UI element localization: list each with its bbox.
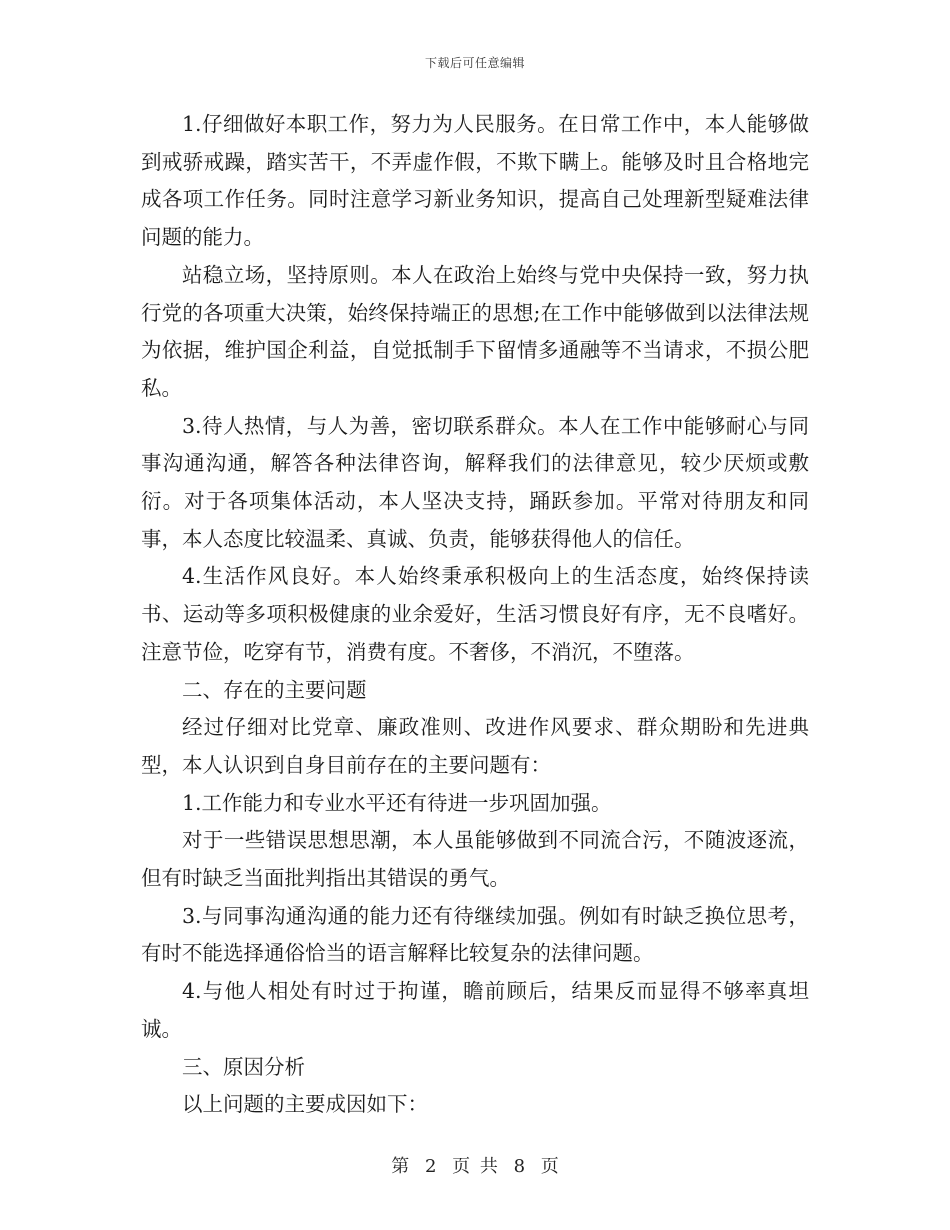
paragraph-lifestyle: 4.生活作风良好。本人始终秉承积极向上的生活态度，始终保持读书、运动等多项积极健康的业余爱好，生活习惯良好有序，无不良嗜好。注意节俭，吃穿有节，消费有度。不奢侈，不消沉，不堕落。 [141, 564, 809, 664]
paragraph-problem-communication: 3.与同事沟通沟通的能力还有待继续加强。例如有时缺乏换位思考，有时不能选择通俗恰当的语言解释比较复杂的法律问题。 [141, 903, 809, 966]
paragraph-causes-intro: 以上问题的主要成因如下： [182, 1092, 428, 1117]
section-heading-problems: 二、存在的主要问题 [182, 677, 367, 702]
footer-prefix: 第 [391, 1156, 410, 1177]
paragraph-stance: 站稳立场，坚持原则。本人在政治上始终与党中央保持一致，努力执行党的各项重大决策，始终保持端正的思想;在工作中能够做到以法律法规为依据，维护国企利益，自觉抵制手下留情多通融等不当请求，不损公肥私。 [141, 262, 809, 400]
paragraph-problem-courage: 对于一些错误思想思潮，本人虽能够做到不同流合污，不随波逐流，但有时缺乏当面批判指出其错误的勇气。 [141, 828, 809, 891]
paragraph-problem-ability: 1.工作能力和专业水平还有待进一步巩固加强。 [182, 790, 612, 815]
footer-suffix: 页 [540, 1156, 559, 1177]
footer-middle: 页 共 [452, 1156, 498, 1177]
page-header: 下载后可任意编辑 [424, 56, 525, 70]
paragraph-relations: 3.待人热情，与人为善，密切联系群众。本人在工作中能够耐心与同事沟通沟通，解答各种法律咨询，解释我们的法律意见，较少厌烦或敷衍。对于各项集体活动，本人坚决支持，踊跃参加。平常对待朋友和同事，本人态度比较温柔、真诚、负责，能够获得他人的信任。 [141, 413, 809, 551]
paragraph-problems-intro: 经过仔细对比党章、廉政准则、改进作风要求、群众期盼和先进典型，本人认识到自身目前存在的主要问题有： [141, 715, 809, 777]
document-body [141, 106, 809, 1124]
section-heading-causes: 三、原因分析 [182, 1054, 305, 1079]
paragraph-duty: 1.仔细做好本职工作，努力为人民服务。在日常工作中，本人能够做到戒骄戒躁，踏实苦干，不弄虚作假，不欺下瞒上。能够及时且合格地完成各项工作任务。同时注意学习新业务知识，提高自己处理新型疑难法律问题的能力。 [141, 112, 809, 250]
footer-total-pages: 8 [513, 1156, 526, 1177]
page-footer [0, 1152, 950, 1178]
footer-current-page: 2 [424, 1156, 437, 1177]
paragraph-problem-reserved: 4.与他人相处有时过于拘谨，瞻前顾后，结果反而显得不够率真坦诚。 [141, 979, 809, 1041]
